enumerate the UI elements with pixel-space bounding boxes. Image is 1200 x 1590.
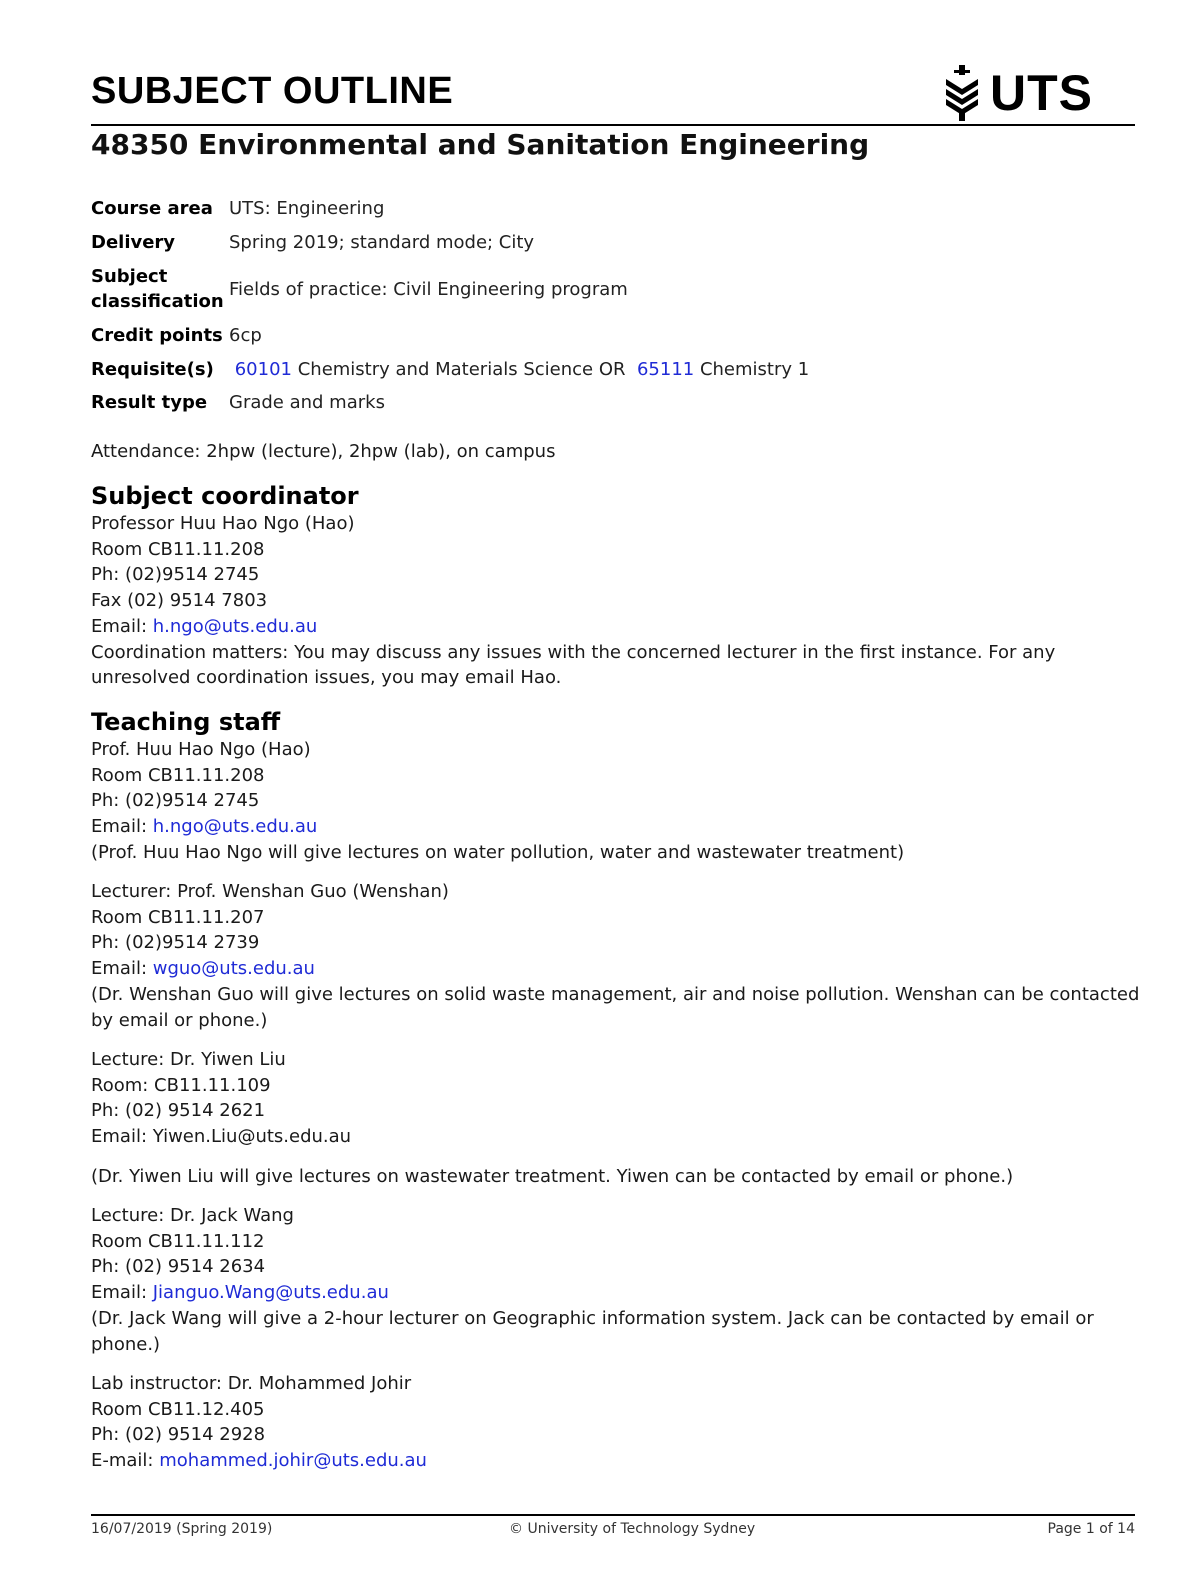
credit-points-label: Credit points [91, 325, 223, 346]
footer-rule [91, 1514, 1135, 1516]
staff-name: Lecture: Dr. Jack Wang [91, 1205, 294, 1226]
staff-email-link[interactable]: wguo@uts.edu.au [152, 958, 315, 980]
coordinator-section [91, 511, 1131, 691]
staff-phone: Ph: (02) 9514 2634 [91, 1256, 266, 1278]
staff-email-label: Email: [91, 816, 153, 838]
classification-value: Fields of practice: Civil Engineering program [229, 278, 628, 300]
staff-note-line-2: phone.) [91, 1333, 161, 1355]
staff-email-label: Email: [91, 958, 153, 980]
staff-email-label: E-mail: [91, 1450, 160, 1472]
coordinator-room: Room CB11.11.208 [91, 538, 265, 560]
info-row-credit-points [91, 319, 809, 352]
staff-phone: Ph: (02)9514 2745 [91, 790, 260, 812]
coordinator-email-line [91, 614, 1131, 640]
coordinator-phone: Ph: (02)9514 2745 [91, 564, 260, 586]
requisite-link-65111[interactable]: 65111 [636, 358, 695, 380]
staff-email-line [91, 814, 1131, 840]
staff-phone: Ph: (02) 9514 2621 [91, 1100, 266, 1122]
logo-text: UTS [990, 65, 1093, 121]
staff-note: (Prof. Huu Hao Ngo will give lectures on water pollution, water and wastewater treatment) [91, 841, 905, 863]
delivery-value: Spring 2019; standard mode; City [229, 231, 535, 253]
staff-email-link[interactable]: mohammed.johir@uts.edu.au [159, 1450, 427, 1472]
teaching-staff-heading: Teaching staff [91, 708, 281, 736]
classification-label-line-1: Subject [91, 266, 168, 287]
staff-entry-wang [91, 1203, 1131, 1357]
staff-email-line [91, 956, 1131, 982]
footer-page-number: Page 1 of 14 [1047, 1521, 1135, 1537]
staff-room: Room CB11.11.112 [91, 1230, 265, 1252]
staff-room: Room CB11.11.207 [91, 906, 265, 928]
footer-copyright: © University of Technology Sydney [509, 1521, 756, 1537]
staff-phone: Ph: (02)9514 2739 [91, 932, 260, 954]
coordinator-name: Professor Huu Hao Ngo (Hao) [91, 513, 355, 534]
requisites-label: Requisite(s) [91, 358, 214, 380]
staff-email: Email: Yiwen.Liu@uts.edu.au [91, 1126, 352, 1148]
uts-crest-icon [942, 65, 982, 121]
document-title: SUBJECT OUTLINE [91, 70, 454, 112]
result-type-label: Result type [91, 392, 208, 413]
course-area-label: Course area [91, 198, 213, 219]
classification-label-line-2: classification [91, 291, 224, 312]
info-row-requisites [91, 352, 809, 386]
staff-note-line-1: (Dr. Jack Wang will give a 2-hour lecturer on Geographic information system. Jack can be contacted by email or [91, 1307, 1094, 1329]
attendance-text: Attendance: 2hpw (lecture), 2hpw (lab), on campus [91, 441, 556, 462]
staff-entry-guo [91, 879, 1140, 1033]
coordinator-email-label: Email: [91, 615, 153, 637]
staff-email-line [91, 1280, 1131, 1306]
uts-logo [942, 62, 1093, 124]
staff-entry-liu [91, 1047, 1131, 1190]
result-type-value: Grade and marks [229, 392, 385, 413]
staff-name: Prof. Huu Hao Ngo (Hao) [91, 739, 311, 760]
staff-name: Lab instructor: Dr. Mohammed Johir [91, 1373, 412, 1394]
staff-phone: Ph: (02) 9514 2928 [91, 1424, 266, 1446]
course-area-value: UTS: Engineering [229, 198, 385, 219]
info-row-delivery [91, 225, 809, 259]
coordination-note-line-2: unresolved coordination issues, you may email Hao. [91, 667, 562, 689]
staff-room: Room CB11.11.208 [91, 764, 265, 786]
staff-note: (Dr. Yiwen Liu will give lectures on wastewater treatment. Yiwen can be contacted by email or phone.) [91, 1165, 1014, 1187]
staff-note-line-1: (Dr. Wenshan Guo will give lectures on solid waste management, air and noise pollution. Wenshan can be contacted [91, 983, 1140, 1005]
subject-info-table [91, 192, 809, 419]
staff-name: Lecture: Dr. Yiwen Liu [91, 1049, 286, 1070]
staff-email-link[interactable]: h.ngo@uts.edu.au [152, 816, 318, 838]
info-row-result-type [91, 386, 809, 419]
staff-entry-johir [91, 1371, 1131, 1474]
coordinator-heading: Subject coordinator [91, 482, 359, 510]
staff-email-label: Email: [91, 1282, 153, 1304]
staff-name: Lecturer: Prof. Wenshan Guo (Wenshan) [91, 881, 449, 902]
staff-room: Room: CB11.11.109 [91, 1074, 271, 1096]
coordination-note-line-1: Coordination matters: You may discuss any issues with the concerned lecturer in the first instance. For any [91, 641, 1056, 663]
header-rule [91, 124, 1135, 126]
credit-points-value: 6cp [229, 325, 262, 346]
footer-date: 16/07/2019 (Spring 2019) [91, 1521, 273, 1537]
staff-note-line-2: by email or phone.) [91, 1009, 268, 1031]
requisite-text-2: Chemistry 1 [694, 358, 810, 380]
requisite-link-60101[interactable]: 60101 [234, 358, 292, 380]
subject-title: 48350 Environmental and Sanitation Engineering [91, 128, 870, 161]
staff-entry-ngo [91, 737, 1131, 866]
info-row-classification [91, 259, 809, 319]
coordinator-fax: Fax (02) 9514 7803 [91, 590, 268, 612]
requisite-text-1: Chemistry and Materials Science OR [292, 358, 632, 380]
classification-label [91, 259, 229, 319]
info-row-course-area [91, 192, 809, 225]
requisites-value [229, 352, 809, 386]
staff-email-line [91, 1448, 1131, 1474]
staff-email-link[interactable]: Jianguo.Wang@uts.edu.au [152, 1282, 389, 1304]
staff-room: Room CB11.12.405 [91, 1398, 265, 1420]
page-header [91, 62, 1135, 124]
delivery-label: Delivery [91, 231, 176, 253]
coordinator-email-link[interactable]: h.ngo@uts.edu.au [152, 615, 318, 637]
